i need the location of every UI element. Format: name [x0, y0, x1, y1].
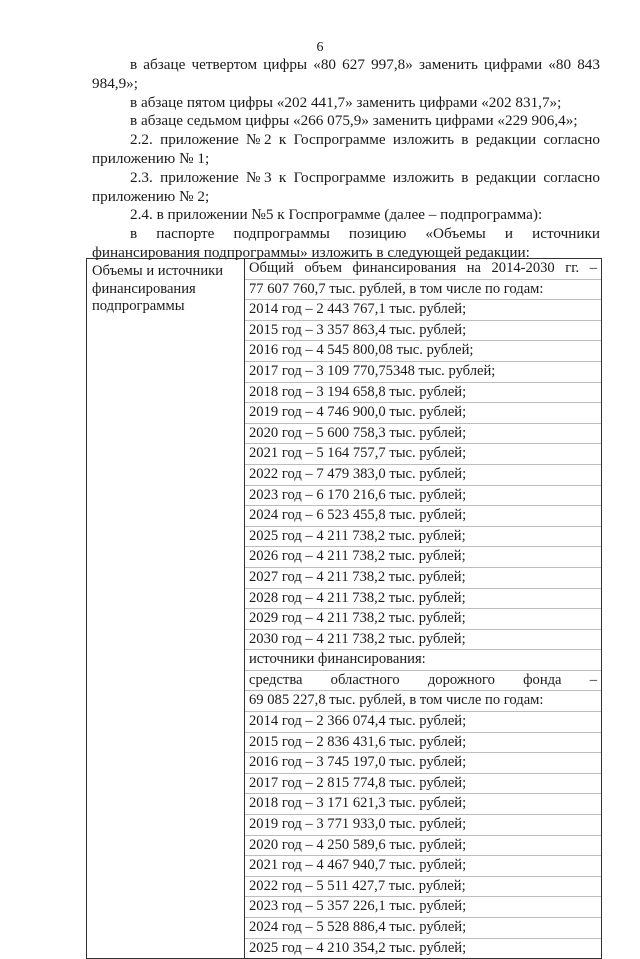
- fund-line-2: 69 085 227,8 тыс. рублей, в том числе по годам:: [245, 691, 601, 712]
- list-item: 2026 год – 4 211 738,2 тыс. рублей;: [245, 547, 601, 568]
- paragraph-3: в абзаце седьмом цифры «266 075,9» заменить цифрами «229 906,4»;: [130, 112, 578, 130]
- funding-label-cell: Объемы и источники финансирования подпрограммы: [87, 259, 245, 959]
- list-item: 2015 год – 2 836 431,6 тыс. рублей;: [245, 733, 601, 754]
- page-number: 6: [316, 40, 324, 55]
- list-item: 2028 год – 4 211 738,2 тыс. рублей;: [245, 589, 601, 610]
- years-total-list: [245, 300, 601, 650]
- list-item: 2022 год – 5 511 427,7 тыс. рублей;: [245, 877, 601, 898]
- paragraph-4: 2.2. приложение №2 к Госпрограмме изложить в редакции согласно приложению № 1;: [92, 131, 600, 167]
- total-line-2: 77 607 760,7 тыс. рублей, в том числе по годам:: [245, 280, 601, 301]
- table-row: [87, 259, 602, 959]
- list-item: 2014 год – 2 366 074,4 тыс. рублей;: [245, 712, 601, 733]
- list-item: 2027 год – 4 211 738,2 тыс. рублей;: [245, 568, 601, 589]
- intro-text: [92, 56, 600, 263]
- list-item: 2020 год – 5 600 758,3 тыс. рублей;: [245, 424, 601, 445]
- list-item: 2023 год – 6 170 216,6 тыс. рублей;: [245, 486, 601, 507]
- total-line-1: Общий объем финансирования на 2014-2030 гг. –: [245, 259, 601, 280]
- list-item: 2025 год – 4 210 354,2 тыс. рублей;: [249, 939, 467, 956]
- list-item: 2017 год – 3 109 770,75348 тыс. рублей;: [245, 362, 601, 383]
- list-item: 2024 год – 6 523 455,8 тыс. рублей;: [245, 506, 601, 527]
- funding-table: [86, 258, 602, 959]
- list-item: 2018 год – 3 194 658,8 тыс. рублей;: [245, 383, 601, 404]
- list-item: 2021 год – 5 164 757,7 тыс. рублей;: [245, 444, 601, 465]
- list-item: 2022 год – 7 479 383,0 тыс. рублей;: [245, 465, 601, 486]
- list-item: 2024 год – 5 528 886,4 тыс. рублей;: [245, 918, 601, 939]
- list-item: 2015 год – 3 357 863,4 тыс. рублей;: [245, 321, 601, 342]
- paragraph-1: в абзаце четвертом цифры «80 627 997,8» заменить цифрами «80 843 984,9»;: [92, 56, 600, 92]
- funding-values-cell: [245, 259, 602, 959]
- list-item: 2018 год – 3 171 621,3 тыс. рублей;: [245, 794, 601, 815]
- list-item: 2021 год – 4 467 940,7 тыс. рублей;: [245, 856, 601, 877]
- list-item: 2019 год – 3 771 933,0 тыс. рублей;: [245, 815, 601, 836]
- list-item: 2019 год – 4 746 900,0 тыс. рублей;: [245, 403, 601, 424]
- list-item: 2029 год – 4 211 738,2 тыс. рублей;: [245, 609, 601, 630]
- paragraph-5: 2.3. приложение №3 к Госпрограмме изложить в редакции согласно приложению № 2;: [92, 168, 600, 205]
- list-item: 2016 год – 3 745 197,0 тыс. рублей;: [245, 753, 601, 774]
- list-item: 2020 год – 4 250 589,6 тыс. рублей;: [245, 836, 601, 857]
- fund-line-1: средства областного дорожного фонда –: [245, 671, 601, 692]
- paragraph-2: в абзаце пятом цифры «202 441,7» заменить цифрами «202 831,7»;: [130, 93, 562, 111]
- list-item: 2030 год – 4 211 738,2 тыс. рублей;: [245, 630, 601, 651]
- list-item: 2017 год – 2 815 774,8 тыс. рублей;: [245, 774, 601, 795]
- years-fund-list: [245, 712, 601, 958]
- paragraph-6: 2.4. в приложении №5 к Госпрограмме (далее – подпрограмма):: [130, 206, 543, 224]
- list-item: 2025 год – 4 211 738,2 тыс. рублей;: [245, 527, 601, 548]
- sources-heading: источники финансирования:: [245, 650, 601, 671]
- list-item: 2016 год – 4 545 800,08 тыс. рублей;: [245, 341, 601, 362]
- list-item: 2014 год – 2 443 767,1 тыс. рублей;: [245, 300, 601, 321]
- list-item: 2023 год – 5 357 226,1 тыс. рублей;: [245, 897, 601, 918]
- paragraph-7: в паспорте подпрограммы позицию «Объемы и источники финансирования подпрограммы» изложить в следующей редакции:: [92, 225, 600, 261]
